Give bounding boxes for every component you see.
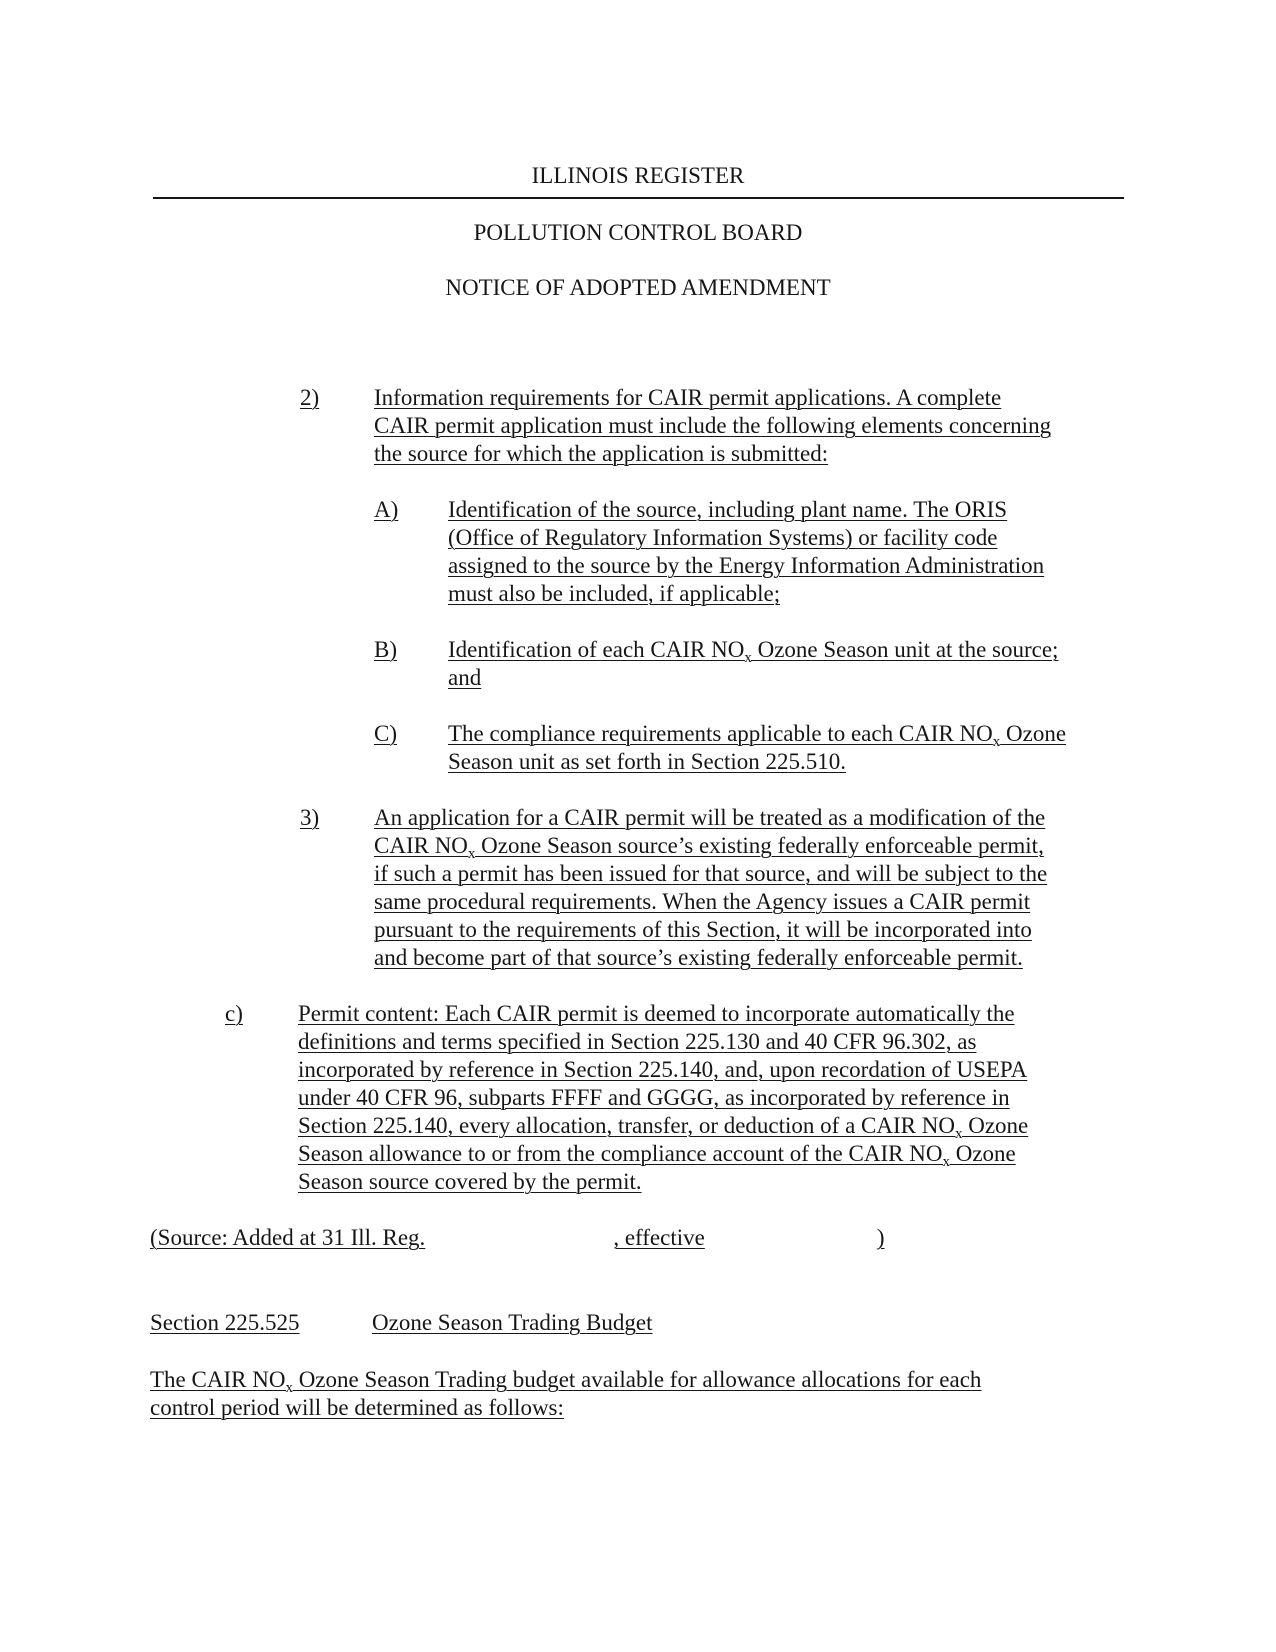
item-c-lower-line-2: definitions and terms specified in Section 225.130 and 40 CFR 96.302, as: [298, 1029, 977, 1054]
item-a-label: A): [374, 497, 399, 522]
item-a-line-1: Identification of the source, including plant name. The ORIS: [448, 497, 1008, 522]
item-c-lower-line-6: Season allowance to or from the compliance account of the CAIR $NO_x$ Ozone: [298, 1141, 1016, 1170]
header-rule: [153, 197, 1124, 199]
budget-line-2: control period will be determined as follows:: [150, 1395, 564, 1420]
subscript-x: x: [954, 1126, 963, 1142]
item-c-lower-label: c): [225, 1001, 243, 1026]
item-3-label: 3): [300, 805, 320, 830]
board-title: POLLUTION CONTROL BOARD: [473, 220, 803, 245]
item-b-line-1: Identification of each CAIR $NO_x$ Ozone Season unit at the source;: [448, 637, 1059, 666]
item-c-lower-line-4: under 40 CFR 96, subparts FFFF and GGGG, as incorporated by reference in: [298, 1085, 1010, 1110]
subscript-x: x: [942, 1154, 950, 1170]
item-2-line-1: Information requirements for CAIR permit applications. A complete: [374, 385, 1002, 410]
item-c-line-1: The compliance requirements applicable to each CAIR $NO_x$ Ozone: [448, 721, 1067, 750]
subscript-x: x: [467, 846, 476, 862]
item-3-line-3: if such a permit has been issued for that source, and will be subject to the: [374, 861, 1048, 886]
item-c-lower-line-3: incorporated by reference in Section 225.140, and, upon recordation of USEPA: [298, 1057, 1028, 1082]
item-2-line-3: the source for which the application is submitted:: [374, 441, 829, 466]
item-c-lower-line-5: Section 225.140, every allocation, transfer, or deduction of a CAIR $NO_x$ Ozone: [298, 1113, 1029, 1142]
item-a-line-3: assigned to the source by the Energy Information Administration: [448, 553, 1045, 578]
item-3-line-1: An application for a CAIR permit will be treated as a modification of the: [374, 805, 1046, 830]
register-title: ILLINOIS REGISTER: [531, 163, 745, 188]
item-b-line-2: and: [448, 665, 482, 690]
subscript-x: x: [992, 734, 1001, 750]
subscript-x: x: [285, 1380, 293, 1396]
section-title: Ozone Season Trading Budget: [372, 1310, 653, 1335]
budget-line-1: The CAIR $NO_x$ Ozone Season Trading budget available for allowance allocations for each: [150, 1367, 982, 1396]
section-number: Section 225.525: [150, 1310, 300, 1335]
item-c-lower-line-7: Season source covered by the permit.: [298, 1169, 642, 1194]
item-2-label: 2): [300, 385, 320, 410]
item-3-line-5: pursuant to the requirements of this Section, it will be incorporated into: [374, 917, 1032, 942]
source-note: (Source: Added at 31 Ill. Reg. , effective ): [150, 1225, 885, 1250]
item-3-line-4: same procedural requirements. When the Agency issues a CAIR permit: [374, 889, 1031, 914]
item-c-lower-line-1: Permit content: Each CAIR permit is deemed to incorporate automatically the: [298, 1001, 1015, 1026]
item-b-label: B): [374, 637, 397, 662]
item-c-label: C): [374, 721, 397, 746]
item-3-line-6: and become part of that source’s existing federally enforceable permit.: [374, 945, 1023, 970]
item-3-line-2: CAIR $NO_x$ Ozone Season source’s existing federally enforceable permit,: [374, 833, 1044, 862]
subscript-x: x: [744, 650, 752, 666]
notice-title: NOTICE OF ADOPTED AMENDMENT: [445, 275, 831, 300]
item-c-line-2: Season unit as set forth in Section 225.510.: [448, 749, 846, 774]
item-2-line-2: CAIR permit application must include the following elements concerning: [374, 413, 1052, 438]
item-a-line-4: must also be included, if applicable;: [448, 581, 781, 606]
item-a-line-2: (Office of Regulatory Information Systems) or facility code: [448, 525, 998, 550]
